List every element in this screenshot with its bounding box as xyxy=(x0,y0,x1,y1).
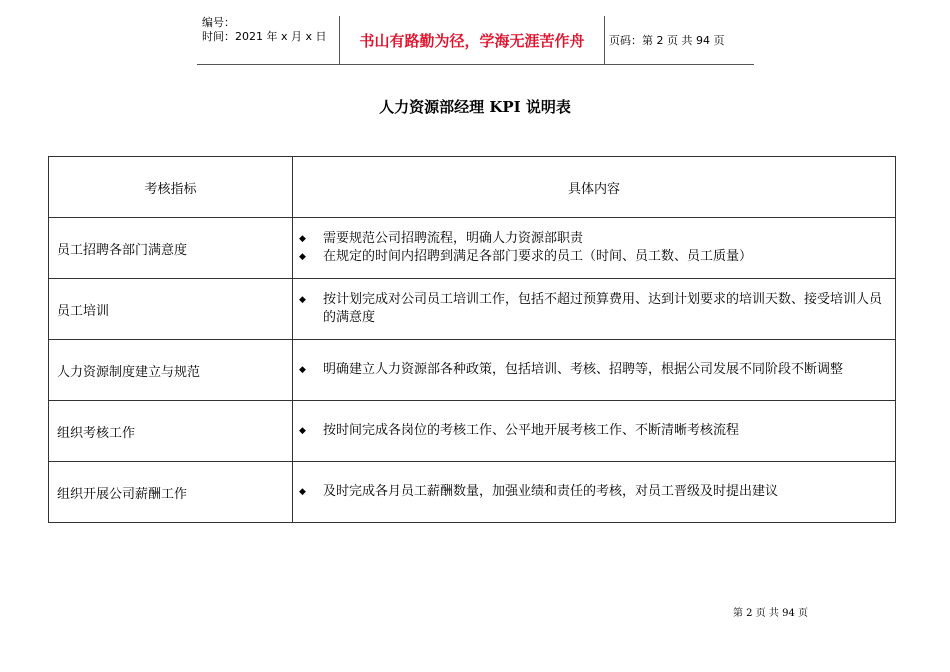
header-page-code: 页码：第 2 页 共 94 页 xyxy=(609,34,725,47)
indicator-label: 人力资源制度建立与规范 xyxy=(57,364,201,380)
content-text: 在规定的时间内招聘到满足各部门要求的员工（时间、员工数、员工质量） xyxy=(323,249,753,264)
content-list xyxy=(293,483,895,501)
indicator-cell xyxy=(49,218,293,279)
kpi-table-body xyxy=(49,218,896,523)
header-meta xyxy=(202,16,339,64)
content-cell xyxy=(293,218,896,279)
content-text: 按时间完成各岗位的考核工作、公平地开展考核工作、不断清晰考核流程 xyxy=(323,423,740,438)
indicator-cell xyxy=(49,340,293,401)
table-row xyxy=(49,279,896,340)
document-title: 人力资源部经理 KPI 说明表 xyxy=(379,98,571,116)
diamond-bullet-icon: ◆ xyxy=(299,426,306,436)
content-cell xyxy=(293,462,896,523)
list-item xyxy=(293,422,895,440)
indicator-label: 组织开展公司薪酬工作 xyxy=(57,486,188,502)
time-label: 时间：2021 年 x 月 x 日 xyxy=(202,30,327,43)
content-text: 需要规范公司招聘流程，明确人力资源部职责 xyxy=(323,231,584,246)
content-cell xyxy=(293,401,896,462)
list-item xyxy=(293,483,895,501)
page-footer: 第 2 页 共 94 页 xyxy=(733,608,808,619)
diamond-bullet-icon: ◆ xyxy=(299,234,306,244)
content-text: 及时完成各月员工薪酬数量，加强业绩和责任的考核，对员工晋级及时提出建议 xyxy=(323,484,779,499)
list-item xyxy=(293,230,895,248)
kpi-table xyxy=(48,156,896,523)
indicator-cell xyxy=(49,401,293,462)
diamond-bullet-icon: ◆ xyxy=(299,365,306,375)
content-cell xyxy=(293,340,896,401)
indicator-cell xyxy=(49,279,293,340)
indicator-label: 员工培训 xyxy=(57,303,110,319)
content-text: 按计划完成对公司员工培训工作，包括不超过预算费用、达到计划要求的培训天数、接受培训人员的满意度 xyxy=(323,292,883,325)
header-content: 具体内容 xyxy=(293,157,896,218)
content-text: 明确建立人力资源部各种政策，包括培训、考核、招聘等，根据公司发展不同阶段不断调整 xyxy=(323,362,844,377)
table-row xyxy=(49,401,896,462)
list-item xyxy=(293,361,895,379)
header-motto: 书山有路勤为径，学海无涯苦作舟 xyxy=(339,16,605,64)
content-list xyxy=(293,230,895,266)
list-item xyxy=(293,291,895,327)
table-row xyxy=(49,218,896,279)
indicator-cell xyxy=(49,462,293,523)
list-item xyxy=(293,248,895,266)
table-header-row xyxy=(49,157,896,218)
indicator-label: 组织考核工作 xyxy=(57,425,136,441)
table-row xyxy=(49,462,896,523)
diamond-bullet-icon: ◆ xyxy=(299,295,306,305)
header-indicator: 考核指标 xyxy=(49,157,293,218)
diamond-bullet-icon: ◆ xyxy=(299,487,306,497)
page-header xyxy=(197,16,754,65)
indicator-label: 员工招聘各部门满意度 xyxy=(57,242,188,258)
diamond-bullet-icon: ◆ xyxy=(299,252,306,262)
table-row xyxy=(49,340,896,401)
content-cell xyxy=(293,279,896,340)
content-list xyxy=(293,291,895,327)
content-list xyxy=(293,361,895,379)
number-label: 编号： xyxy=(202,16,235,29)
content-list xyxy=(293,422,895,440)
